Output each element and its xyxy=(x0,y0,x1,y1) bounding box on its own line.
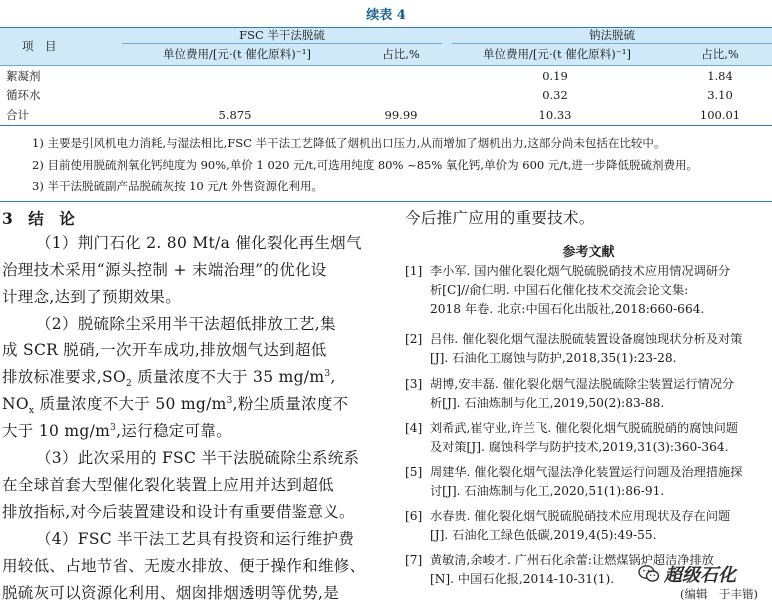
so2-superscript: 3 xyxy=(324,368,331,379)
nox-tail2: ,粉尘质量浓度不 xyxy=(232,395,349,413)
reference-line: 黄敏清,余峻才. 广州石化余蕾:让燃煤锅炉超洁净排放 xyxy=(430,553,714,567)
wechat-icon xyxy=(638,564,660,584)
table-note: 1) 主要是引风机电力消耗,与湿法相比,FSC 半干法工艺降低了烟机出口压力,从而增加了烟机出力,这部分尚未包括在比较中。 xyxy=(32,136,666,150)
body-line: 脱硫灰可以资源化利用、烟囱排烟透明等优势,是 xyxy=(2,584,340,602)
body-line-so2 xyxy=(2,366,336,388)
so2-subscript: 2 xyxy=(125,379,132,390)
reference-line: 周建华. 催化裂化烟气湿法净化装置运行问题及治理措施探 xyxy=(430,465,743,479)
body-line: 排放指标,对今后装置建设和设计有重要借鉴意义。 xyxy=(2,503,355,521)
body-line: 计理念,达到了预期效果。 xyxy=(2,288,182,306)
body-line: 治理技术采用“源头控制 + 末端治理”的优化设 xyxy=(2,261,327,279)
table-note: 3) 半干法脱硫副产品脱硫灰按 10 元/t 外售资源化利用。 xyxy=(32,179,324,193)
reference-line: 2018 年卷. 北京:中国石化出版社,2018:660-664. xyxy=(430,302,705,316)
dust-lead: 大于 10 mg/m xyxy=(2,422,111,440)
table-cell-fsc-cost: 5.875 xyxy=(218,108,252,122)
reference-line: 吕伟. 催化裂化烟气湿法脱硫装置设备腐蚀现状分析及对策 xyxy=(430,332,743,346)
editor-credit: (编辑 于丰锴) xyxy=(680,587,758,601)
table-row-item: 合计 xyxy=(6,108,29,122)
fsc-unit-cost-header: 单位费用/[元·(t 催化原料)⁻¹] xyxy=(163,47,311,61)
table-bottom-rule xyxy=(0,125,772,126)
reference-line: 析[J]. 石油炼制与化工,2019,50(2):83-88. xyxy=(430,396,665,410)
sodium-share-header: 占比,% xyxy=(701,47,739,61)
reference-number: [5] xyxy=(405,465,423,479)
watermark-brand: 超级石化 xyxy=(664,565,736,586)
nox-superscript: 3 xyxy=(226,395,233,406)
body-line: 成 SCR 脱硝,一次开车成功,排放烟气达到超低 xyxy=(2,341,327,359)
notes-divider xyxy=(0,201,772,202)
body-line: （4）FSC 半干法工艺具有投资和运行维护费 xyxy=(36,530,355,548)
table-cell-sodium-share: 1.84 xyxy=(707,69,733,83)
table-cell-sodium-cost: 0.32 xyxy=(542,88,568,102)
nox-lead: NO xyxy=(2,395,29,413)
cost-table xyxy=(0,27,772,127)
col-item-header: 项 目 xyxy=(22,39,57,53)
reference-line: 讨[J]. 石油炼制与化工,2020,51(1):86-91. xyxy=(430,484,665,498)
body-line-nox xyxy=(2,393,348,415)
dust-tail: ,运行稳定可靠。 xyxy=(116,422,232,440)
body-line: （3）此次采用的 FSC 半干法脱硫除尘系统系 xyxy=(36,449,360,467)
reference-line: 胡博,安丰磊. 催化裂化烟气湿法脱硫除尘装置运行情况分 xyxy=(430,377,735,391)
body-line: 在全球首套大型催化裂化装置上应用并达到超低 xyxy=(2,476,334,494)
wechat-watermark xyxy=(636,560,772,606)
sodium-unit-cost-header: 单位费用/[元·(t 催化原料)⁻¹] xyxy=(483,47,631,61)
table-cell-sodium-cost: 0.19 xyxy=(542,69,568,83)
so2-tail: 质量浓度不大于 35 mg/m xyxy=(131,368,325,386)
reference-number: [1] xyxy=(405,264,423,278)
body-line-dust xyxy=(2,420,232,442)
reference-line: [J]. 石油化工腐蚀与防护,2018,35(1):23-28. xyxy=(430,351,677,365)
table-row-item: 絮凝剂 xyxy=(6,69,41,83)
fsc-group-header: FSC 半干法脱硫 xyxy=(239,28,325,42)
table-cell-fsc-share: 99.99 xyxy=(384,108,418,122)
table-cell-sodium-cost: 10.33 xyxy=(538,108,572,122)
body-line: （1）荆门石化 2. 80 Mt/a 催化裂化再生烟气 xyxy=(36,234,362,252)
reference-number: [6] xyxy=(405,509,423,523)
sodium-group-header: 钠法脱硫 xyxy=(589,28,635,42)
nox-subscript: x xyxy=(28,406,35,417)
reference-number: [2] xyxy=(405,332,423,346)
references-heading: 参考文献 xyxy=(562,245,615,260)
table-cell-sodium-share: 100.01 xyxy=(699,108,741,122)
reference-line: 及对策[J]. 腐蚀科学与防护技术,2019,31(3):360-364. xyxy=(430,440,729,454)
section-heading: 3 结 论 xyxy=(2,209,75,228)
reference-line: 析[C]//俞仁明. 中国石化催化技术交流会论文集: xyxy=(430,283,689,297)
reference-number: [3] xyxy=(405,377,423,391)
so2-comma: , xyxy=(330,368,336,386)
so2-lead: 排放标准要求,SO xyxy=(2,368,126,386)
table-continuation-title: 续表 4 xyxy=(366,8,406,23)
body-line: 用较低、占地节省、无废水排放、便于操作和维修、 xyxy=(2,557,366,575)
right-continuation-line: 今后推广应用的重要技术。 xyxy=(405,209,595,227)
reference-line: 李小军. 国内催化裂化烟气脱硫脱硝技术应用情况调研分 xyxy=(430,264,731,278)
reference-line: 水春贵. 催化裂化烟气脱硫脱硝技术应用现状及存在问题 xyxy=(430,509,731,523)
reference-line: 刘希武,崔守业,许兰飞. 催化裂化烟气脱硫脱硝的腐蚀问题 xyxy=(430,421,738,435)
table-note: 2) 目前使用脱硫剂氧化钙纯度为 90%,单价 1 020 元/t,可选用纯度 80% ~85% 氧化钙,单价为 600 元/t,进一步降低脱硫剂费用。 xyxy=(32,158,699,172)
reference-number: [7] xyxy=(405,553,423,567)
table-header-rule xyxy=(0,65,772,66)
table-cell-sodium-share: 3.10 xyxy=(707,88,733,102)
reference-line: [N]. 中国石化报,2014-10-31(1). xyxy=(430,572,615,586)
body-line: （2）脱硫除尘采用半干法超低排放工艺,集 xyxy=(36,315,336,333)
reference-line: [J]. 石油化工绿色低碳,2019,4(5):49-55. xyxy=(430,528,657,542)
fsc-share-header: 占比,% xyxy=(382,47,420,61)
nox-tail: 质量浓度不大于 50 mg/m xyxy=(34,395,227,413)
table-row-item: 循环水 xyxy=(6,88,41,102)
dust-superscript: 3 xyxy=(110,422,117,433)
reference-number: [4] xyxy=(405,421,423,435)
